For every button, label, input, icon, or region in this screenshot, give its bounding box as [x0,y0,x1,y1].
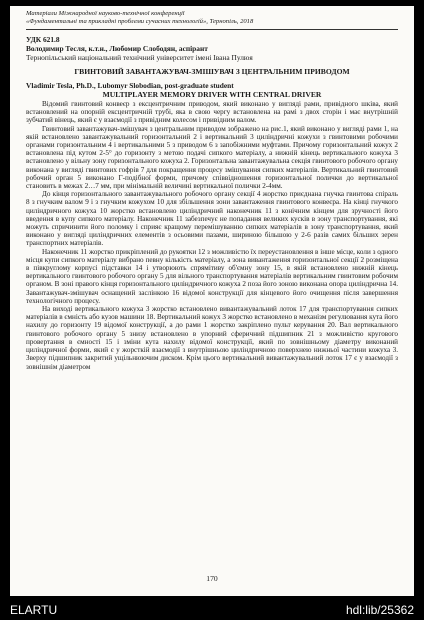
footer-repository-name: ELARTU [10,603,58,617]
header-line-1: Матеріали Міжнародної науково-технічної конференції [26,10,185,17]
document-page [10,6,414,596]
header-line-2: «Фундаментальні та прикладні проблеми сучасних технологій», Тернопіль, 2018 [26,18,254,25]
footer-handle: hdl:lib/25362 [345,603,414,617]
page-number: 170 [206,574,218,583]
header-rule [26,29,398,30]
conference-header [26,10,398,26]
article-body [26,100,398,371]
authors-en: Vladimir Tesla, Ph.D., Lubomyr Slobodian, post-graduate student [26,81,234,90]
authors-ua: Володимир Тесля, к.т.н., Любомир Слободян, аспірант [26,44,208,53]
title-ua: ГВИНТОВИЙ ЗАВАНТАЖУВАЧ-ЗМІШУВАЧ З ЦЕНТРАЛЬНИМ ПРИВОДОМ [74,67,350,76]
udc-code: УДК 621.8 [26,35,60,44]
paragraph: Відомий гвинтовий конвеєр з ексцентричним приводом, який виконано у вигляді рами, привідного шківа, який встановлений на опорній ексцентричній трубі, яка в свою чергу встановлена на рамі з двох сторін і має внутрішній зубчатий вінець, який є у взаємодії з привідним колесом і привідним валом. [26,100,398,125]
affiliation: Тернопільський національний технічний університет імені Івана Пулюя [26,53,253,62]
paragraph: На виході вертикального кожуха 3 жорстко встановлено вивантажувальний лоток 17 для транспортування сипких матеріалів в ємність або кузов машини 18. Вертикальний кожух 3 жорстко встановлено в механізм регулювання кута його нахилу до горизонту 19 відомої конструкції, а до рами 1 жорстко закріплено пульт керування 20. Вал вертикального гвинтового робочого органу 5 знизу встановлено в упорний сферичний підшипник 21 з можливістю кругового провертання в ємності 15 і зміни кута нахилу відомої конструкції, який по зовнішньому діаметру виконаний циліндричної форми, який є у жорсткій взаємодії з внутрішньою циліндричною поверхнею нижньої частини кожуха 3. Зверху підшипник закритий ущільнюючим диском. Крім цього вертикальний вивантажувальний лоток 17 є у взаємодії з зовнішнім діаметром [26,305,398,371]
paragraph: Гвинтовий завантажувач-змішувач з центральним приводом зображено на рис.1, який виконано у вигляді рами 1, на якій встановлено завантажувальний горизонтальний 2 і вертикальний 3 циліндричні кожухи з гвинтовими робочими органами горизонтальним 4 і вертикальними 5 з приводом 6 з запобіжними муфтами. Причому горизонтальний кожух 2 встановлена під кутом 2-5° до горизонту з метою подачі сипкого матеріалу, а нижній кінець вертикального кожуха 3 встановлено у вільну зону горизонтального кожуха 2. Горизонтальна завантажувальна секція гвинтового робочого органу виконана у вигляді гвинтових гофрів 7 для покращення процесу змішування сипких матеріалів. Вертикальний гвинтовий робочий орган 5 виконано Г-подібної форми, причому співвідношення горизонтальної полички до вертикальної становить в межах 2…7 мм, при мінімальній величині вертикальної полички 2-4мм. [26,124,398,191]
repository-footer [0,600,424,620]
title-en: MULTIPLAYER MEMORY DRIVER WITH CENTRAL DRIVER [102,90,322,99]
paragraph: До кінця горизонтального завантажувального робочого органу секції 4 жорстко приєднана гнучка гвинтова спіраль 8 з гнучким валом 9 і з гнучким кожухом 10 для збільшення зони завантаження гвинтового конвеєра. На кінці гнучкого циліндричного кожуха 10 жорстко встановлено циліндричний наконечник 11 з конічним кінцем для зручності його введення в купу сипкого матеріалу. Наконечник 11 забезпечує не попадання великих кусків в зону транспортування, які можуть спричинити його поломку і сприяє кращому перемішуванню сипких матеріалів в зону транспортування, який виконано у вигляді циліндричних елементів з осьовими пазами, шириною більшою у 2-6 разів самих більших зерен транспортних матеріалів. [26,190,398,248]
paragraph: Наконечник 11 жорстко прикріплений до рукоятки 12 з можливістю їх переустановлення в інше місце, коли з одного місця купи сипкого матеріалу вибрано певну кількість матеріалу, а зона вивантаження горизонтальної секції 2 розміщена в півкруглому корпусі підставки 14 і утворюють спрямітиву об'ємну зону 15, в якій встановлено нижній кінець вертикального гвинтового робочого органу 5 для вільного транспортування матеріалів вертикальним гвинтовим робочим органом. В зоні правого кінця горизонтального циліндричного кожуха 2 поза його зоною виконана опора циліндрична 14. Завантажувач-змішувач оснащений заслінкою 16 відомої конструкції для кінцевого його очищення після завершення технологічного процесу. [26,247,398,305]
